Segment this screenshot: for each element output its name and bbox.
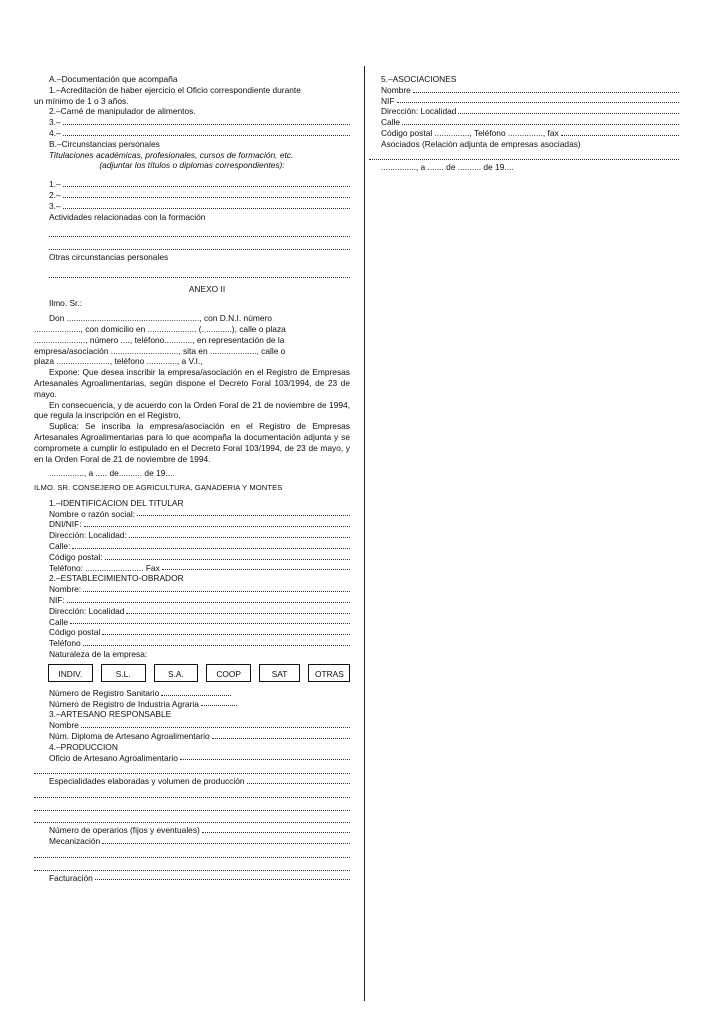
artesano-diploma-field: Núm. Diploma de Artesano Agroalimentario	[34, 731, 350, 742]
right-date-line: ..............., a ....... de .......... de 19....	[381, 162, 514, 173]
obrador-nombre-field: Nombre:	[34, 584, 350, 595]
don-line-3: ......................, número ...., teléfono............, en representación de la	[34, 334, 285, 345]
checkbox-sl[interactable]: S.L.	[101, 664, 146, 682]
asociacion-cp-field: Código postal ..............., Teléfono ..............., fax	[381, 128, 679, 139]
mecanizacion-line-1	[34, 847, 350, 858]
doc-header: A.–Documentación que acompaña	[49, 74, 178, 84]
checkbox-coop[interactable]: COOP	[206, 664, 251, 682]
registro-sanitario-field: Número de Registro Sanitario	[34, 688, 350, 699]
titulacion-3: 3.–	[34, 201, 350, 212]
don-line-2: ...................., con domicilio en ..................... (.............), calle o plaza	[34, 323, 286, 334]
left-column	[34, 74, 350, 883]
otras-label: Otras circunstancias personales	[49, 251, 169, 262]
titular-nombre-field: Nombre o razón social:	[34, 509, 350, 520]
checkbox-indiv[interactable]: INDIV.	[48, 664, 93, 682]
especialidades-field: Especialidades elaboradas y volumen de producción	[34, 776, 350, 787]
left-date-line: ..............., a ..... de.......... de 19....	[49, 468, 175, 479]
titular-telefono-field: Teléfono: ......................... Fax	[34, 563, 350, 574]
titular-calle-field: Calle:	[34, 541, 350, 552]
circumstances-header: B.–Circunstancias personales	[49, 138, 160, 149]
oficio-extra-line	[34, 763, 350, 774]
actividades-label: Actividades relacionadas con la formación	[49, 211, 206, 222]
facturacion-field: Facturación	[34, 873, 350, 884]
obrador-nif-field: NIF:	[34, 595, 350, 606]
naturaleza-label: Naturaleza de la empresa:	[49, 649, 148, 660]
asociados-line	[369, 150, 679, 161]
doc-item-3: 3.–	[34, 117, 350, 128]
especialidades-line-1	[34, 787, 350, 798]
column-divider	[364, 66, 365, 1001]
checkbox-sa[interactable]: S.A.	[154, 664, 199, 682]
titulacion-2: 2.–	[34, 190, 350, 201]
anexo-title: ANEXO II	[188, 283, 226, 294]
doc-item-2: 2.–Carné de manipulador de alimentos.	[49, 106, 196, 117]
doc-item-1: 1.–Acreditación de haber ejercicio el Oficio correspondiente durante	[49, 84, 301, 95]
asociacion-calle-field: Calle	[381, 117, 679, 128]
titulaciones-line-2: (adjuntar los títulos o diplomas correspondientes):	[99, 160, 285, 171]
section-4-title: 4.–PRODUCCION	[49, 741, 118, 752]
operarios-field: Número de operarios (fijos y eventuales)	[34, 825, 350, 836]
titular-dni-field: DNI/NIF:	[34, 519, 350, 530]
titulacion-1: 1.–	[34, 179, 350, 190]
don-line-5: plaza ......................., teléfono ............., a V.I.,	[34, 356, 203, 367]
mecanizacion-line-2	[34, 860, 350, 871]
right-column	[381, 74, 679, 173]
obrador-cp-field: Código postal	[34, 627, 350, 638]
don-line-4: empresa/asociación ............................., sita en ...................., calle o	[34, 345, 286, 356]
titulaciones-line-1: Titulaciones académicas, profesionales, cursos de formación, etc.	[49, 149, 294, 160]
doc-item-4: 4.–	[34, 128, 350, 139]
suplica-paragraph: Suplica: Se inscriba la empresa/asociación en el Registro de Empresas Artesanales Agroalimentarias para lo que acompaña la documentación adjunta y se compromete a cumplir lo estipulado en el Decreto Foral 103/1994, de 23 de mayo, y en la Orden Foral de 21 de noviembre de 1994.	[34, 421, 350, 464]
actividades-line-1	[49, 226, 350, 237]
mecanizacion-field: Mecanización	[34, 836, 350, 847]
don-line-1: Don ........................................................., con D.N.I. número	[49, 313, 272, 324]
asociados-label: Asociados (Relación adjunta de empresas asociadas)	[381, 138, 581, 149]
especialidades-line-3	[34, 813, 350, 824]
section-1-title: 1.–IDENTIFICACION DEL TITULAR	[49, 497, 184, 508]
section-3-title: 3.–ARTESANO RESPONSABLE	[49, 709, 172, 720]
registro-agraria-field: Número de Registro de Industria Agraria	[34, 699, 350, 710]
obrador-telefono-field: Teléfono	[34, 638, 350, 649]
oficio-field: Oficio de Artesano Agroalimentario	[34, 753, 350, 764]
doc-item-1-cont: un mínimo de 1 o 3 años.	[34, 95, 129, 106]
asociacion-nif-field: NIF	[381, 96, 679, 107]
obrador-direccion-field: Dirección: Localidad	[34, 606, 350, 617]
section-2-title: 2.–ESTABLECIMIENTO-OBRADOR	[49, 573, 184, 584]
section-5-title: 5.–ASOCIACIONES	[381, 74, 457, 84]
actividades-line-2	[49, 239, 350, 250]
titular-direccion-field: Dirección: Localidad:	[34, 530, 350, 541]
expone-paragraph: Expone: Que desea inscribir la empresa/asociación en el Registro de Empresas Artesanales Agroalimentarias, según dispone el Decreto Foral 103/1994, de 23 de mayo.	[34, 367, 350, 399]
titular-cp-field: Código postal:	[34, 552, 350, 563]
obrador-calle-field: Calle	[34, 617, 350, 628]
consecuencia-paragraph: En consecuencia, y de acuerdo con la Orden Foral de 21 de noviembre de 1994, que regula la inscripción en el Registro,	[34, 399, 350, 421]
checkbox-otras[interactable]: OTRAS	[308, 664, 350, 682]
ilmo-salutation: Ilmo. Sr.:	[49, 298, 83, 309]
naturaleza-options	[48, 664, 350, 682]
especialidades-line-2	[34, 800, 350, 811]
asociacion-nombre-field: Nombre	[381, 85, 679, 96]
artesano-nombre-field: Nombre	[34, 720, 350, 731]
checkbox-sat[interactable]: SAT	[259, 664, 300, 682]
otras-line	[49, 267, 350, 278]
asociacion-direccion-field: Dirección: Localidad	[381, 106, 679, 117]
consejero-address: ILMO. SR. CONSEJERO DE AGRICULTURA, GANADERIA Y MONTES	[34, 483, 283, 493]
